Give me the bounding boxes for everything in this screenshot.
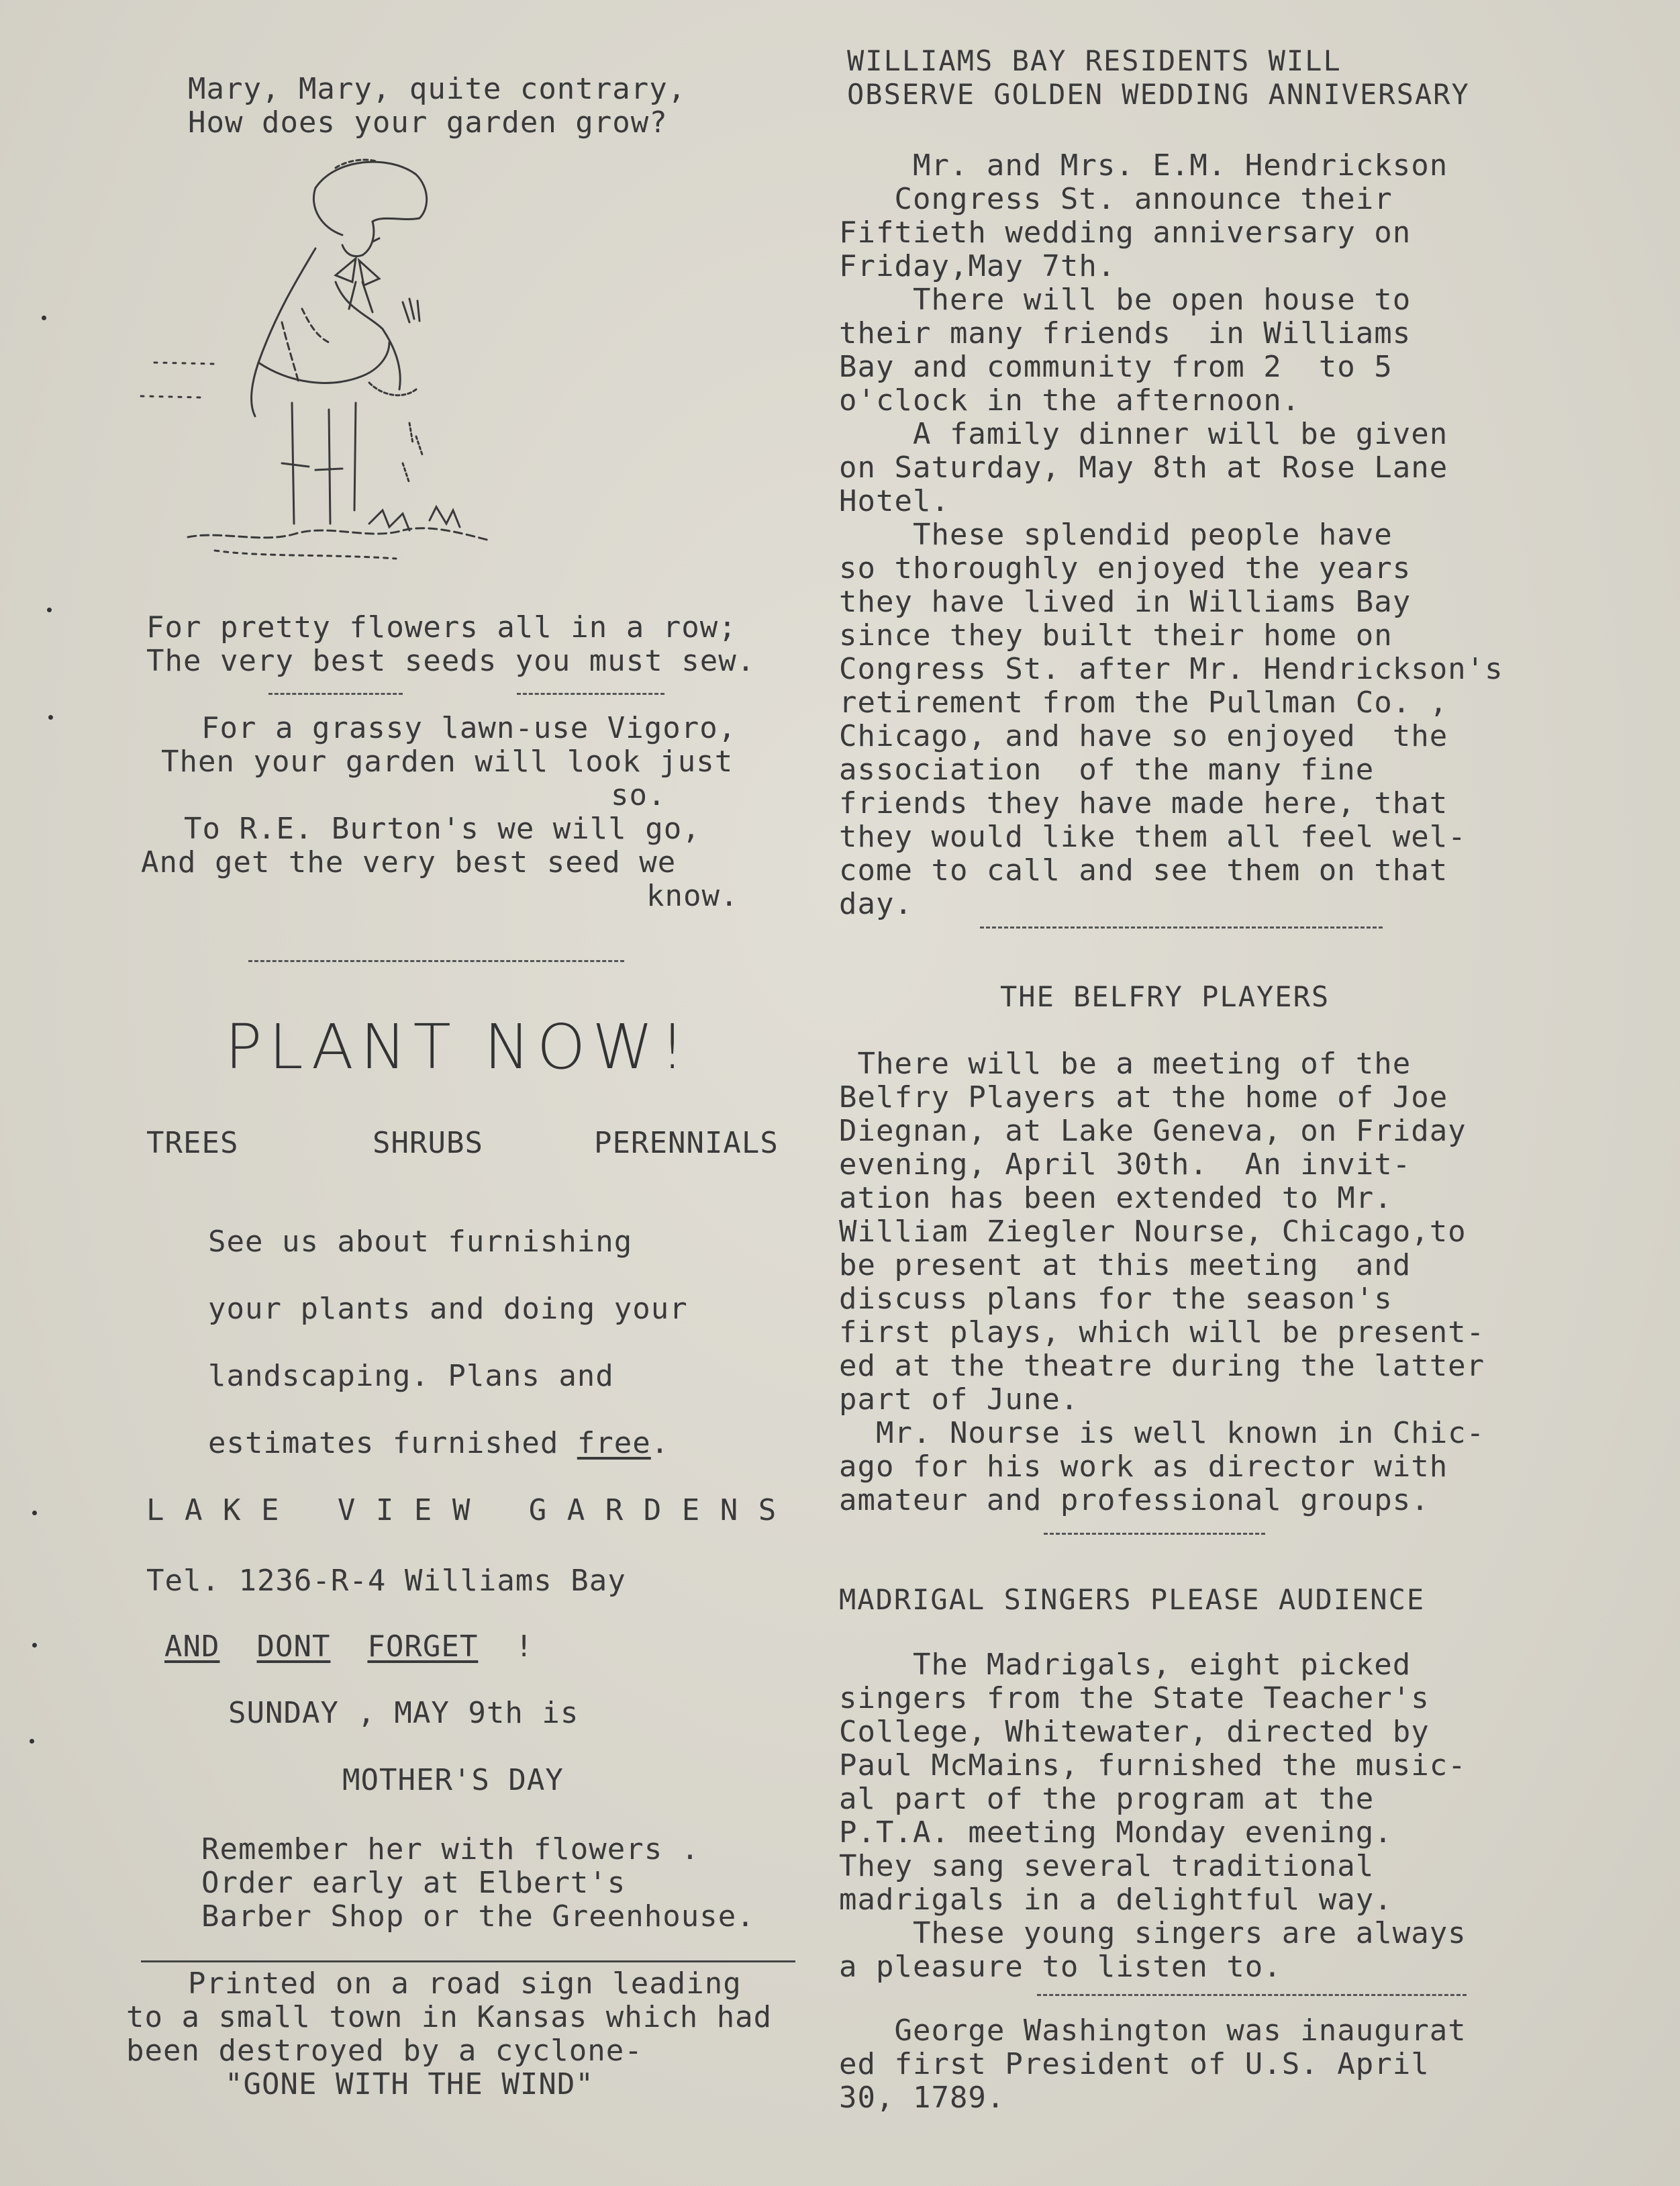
category-shrubs: SHRUBS	[373, 1126, 483, 1160]
sign-line-3: been destroyed by a cyclone-	[126, 2034, 643, 2068]
exclamation: !	[515, 1629, 534, 1664]
burton-line-3: know.	[646, 879, 739, 913]
ad-line-2: your plants and doing your	[208, 1292, 688, 1326]
word-forget: FORGET	[367, 1629, 479, 1664]
belfry-article-line: Mr. Nourse is well known in Chic-	[839, 1416, 1485, 1450]
golden-article-line: retirement from the Pullman Co. ,	[839, 685, 1448, 720]
golden-article-line: come to call and see them on that	[839, 853, 1448, 888]
washington-line: George Washington was inaugurat	[839, 2013, 1467, 2048]
mothers-day: MOTHER'S DAY	[342, 1763, 564, 1797]
gardens-name: L A K E V I E W G A R D E N S	[146, 1493, 778, 1527]
margin-mark	[32, 1643, 37, 1648]
divider	[1037, 1994, 1467, 1996]
washington-line: ed first President of U.S. April	[839, 2047, 1430, 2081]
ad-line-4-text: estimates furnished	[208, 1426, 577, 1460]
golden-article-line: A family dinner will be given	[839, 417, 1448, 451]
margin-mark	[48, 715, 53, 720]
golden-article-line: day.	[839, 887, 913, 921]
belfry-article-line: ation has been extended to Mr.	[839, 1181, 1393, 1215]
madrigal-article-line: P.T.A. meeting Monday evening.	[839, 1815, 1393, 1850]
sign-line-2: to a small town in Kansas which had	[126, 2000, 773, 2034]
category-perennials: PERENNIALS	[594, 1126, 779, 1160]
remember-line-2: Order early at Elbert's	[201, 1866, 626, 1900]
golden-article-line: Mr. and Mrs. E.M. Hendrickson	[839, 148, 1448, 183]
madrigal-title: MADRIGAL SINGERS PLEASE AUDIENCE	[839, 1583, 1426, 1616]
dont-forget-line	[164, 1630, 534, 1664]
washington-line: 30, 1789.	[839, 2081, 1005, 2115]
rhyme-line-4: The very best seeds you must sew.	[146, 644, 756, 678]
rhyme-line-1: Mary, Mary, quite contrary,	[188, 72, 687, 106]
belfry-article-line: There will be a meeting of the	[839, 1047, 1412, 1081]
vigoro-line-1: For a grassy lawn-use Vigoro,	[201, 711, 737, 745]
divider	[1044, 1533, 1265, 1535]
madrigal-article-line: Paul McMains, furnished the music-	[839, 1748, 1467, 1783]
golden-article-line: Congress St. after Mr. Hendrickson's	[839, 652, 1503, 686]
remember-line-1: Remember her with flowers .	[201, 1832, 700, 1866]
golden-article-line: so thoroughly enjoyed the years	[839, 551, 1412, 585]
sign-line-4: "GONE WITH THE WIND"	[225, 2067, 594, 2101]
ad-line-3: landscaping. Plans and	[208, 1359, 614, 1393]
belfry-article-line: part of June.	[839, 1382, 1079, 1417]
belfry-article-line: ago for his work as director with	[839, 1450, 1448, 1484]
golden-article-line: Chicago, and have so enjoyed the	[839, 719, 1448, 753]
madrigal-article-line: College, Whitewater, directed by	[839, 1715, 1430, 1749]
golden-article-line: Fiftieth wedding anniversary on	[839, 216, 1412, 250]
vigoro-line-3: so.	[611, 778, 666, 812]
divider	[268, 693, 403, 695]
rhyme-line-2: How does your garden grow?	[188, 105, 668, 140]
belfry-article-line: evening, April 30th. An invit-	[839, 1147, 1412, 1182]
divider	[517, 693, 664, 695]
plant-now-heading: PLANT NOW!	[225, 1011, 692, 1083]
burton-line-2: And get the very best seed we	[141, 845, 677, 880]
belfry-article-line: discuss plans for the season's	[839, 1282, 1393, 1316]
belfry-article-line: be present at this meeting and	[839, 1248, 1412, 1282]
golden-title-line-2: OBSERVE GOLDEN WEDDING ANNIVERSARY	[847, 78, 1470, 111]
remember-line-3: Barber Shop or the Greenhouse.	[201, 1899, 755, 1934]
belfry-article-line: Belfry Players at the home of Joe	[839, 1080, 1448, 1114]
golden-article-line: on Saturday, May 8th at Rose Lane	[839, 450, 1448, 485]
belfry-article-line: William Ziegler Nourse, Chicago,to	[839, 1215, 1467, 1249]
margin-mark	[42, 316, 46, 320]
belfry-article-line: first plays, which will be present-	[839, 1315, 1485, 1349]
golden-article-line: since they built their home on	[839, 618, 1393, 653]
golden-article-line: o'clock in the afternoon.	[839, 383, 1301, 418]
golden-article-line: their many friends in Williams	[839, 316, 1412, 350]
divider	[248, 960, 624, 962]
golden-article-line: friends they have made here, that	[839, 786, 1448, 820]
madrigal-article-line: al part of the program at the	[839, 1782, 1375, 1816]
madrigal-article-line: madrigals in a delightful way.	[839, 1883, 1393, 1917]
word-and: AND	[164, 1629, 220, 1664]
golden-article-line: Bay and community from 2 to 5	[839, 350, 1393, 384]
girl-illustration	[114, 148, 584, 591]
golden-article-line: These splendid people have	[839, 518, 1393, 552]
gardens-tel: Tel. 1236-R-4 Williams Bay	[146, 1564, 626, 1598]
word-dont: DONT	[256, 1629, 331, 1664]
sunday-line: SUNDAY , MAY 9th is	[228, 1696, 579, 1730]
golden-title-line-1: WILLIAMS BAY RESIDENTS WILL	[847, 44, 1342, 77]
sign-line-1: Printed on a road sign leading	[188, 1966, 742, 2001]
golden-article-line: Congress St. announce their	[839, 182, 1393, 216]
rhyme-line-3: For pretty flowers all in a row;	[146, 610, 737, 645]
divider-solid	[141, 1960, 795, 1962]
belfry-article-line: ed at the theatre during the latter	[839, 1349, 1485, 1383]
golden-article-line: association of the many fine	[839, 753, 1375, 787]
madrigal-article-line: singers from the State Teacher's	[839, 1681, 1430, 1715]
category-trees: TREES	[146, 1126, 239, 1160]
belfry-title: THE BELFRY PLAYERS	[1000, 980, 1330, 1013]
golden-article-line: Friday,May 7th.	[839, 249, 1116, 283]
belfry-article-line: Diegnan, at Lake Geneva, on Friday	[839, 1114, 1467, 1148]
margin-mark	[30, 1739, 34, 1744]
burton-line-1: To R.E. Burton's we will go,	[184, 812, 701, 846]
belfry-article-line: amateur and professional groups.	[839, 1483, 1430, 1517]
madrigal-article-line: These young singers are always	[839, 1916, 1467, 1950]
madrigal-article-line: They sang several traditional	[839, 1849, 1375, 1883]
margin-mark	[47, 608, 52, 612]
ad-free-word: free	[577, 1426, 651, 1460]
golden-article-line: they have lived in Williams Bay	[839, 585, 1412, 619]
golden-article-line: There will be open house to	[839, 283, 1412, 317]
golden-article-line: Hotel.	[839, 484, 950, 518]
ad-period: .	[650, 1426, 670, 1460]
ad-line-4	[208, 1427, 669, 1460]
ad-line-1: See us about furnishing	[208, 1225, 633, 1259]
madrigal-article-line: a pleasure to listen to.	[839, 1950, 1282, 1984]
margin-mark	[32, 1511, 37, 1515]
madrigal-article-line: The Madrigals, eight picked	[839, 1648, 1412, 1682]
golden-article-line: they would like them all feel wel-	[839, 820, 1467, 854]
vigoro-line-2: Then your garden will look just	[161, 745, 734, 779]
divider	[980, 926, 1383, 929]
